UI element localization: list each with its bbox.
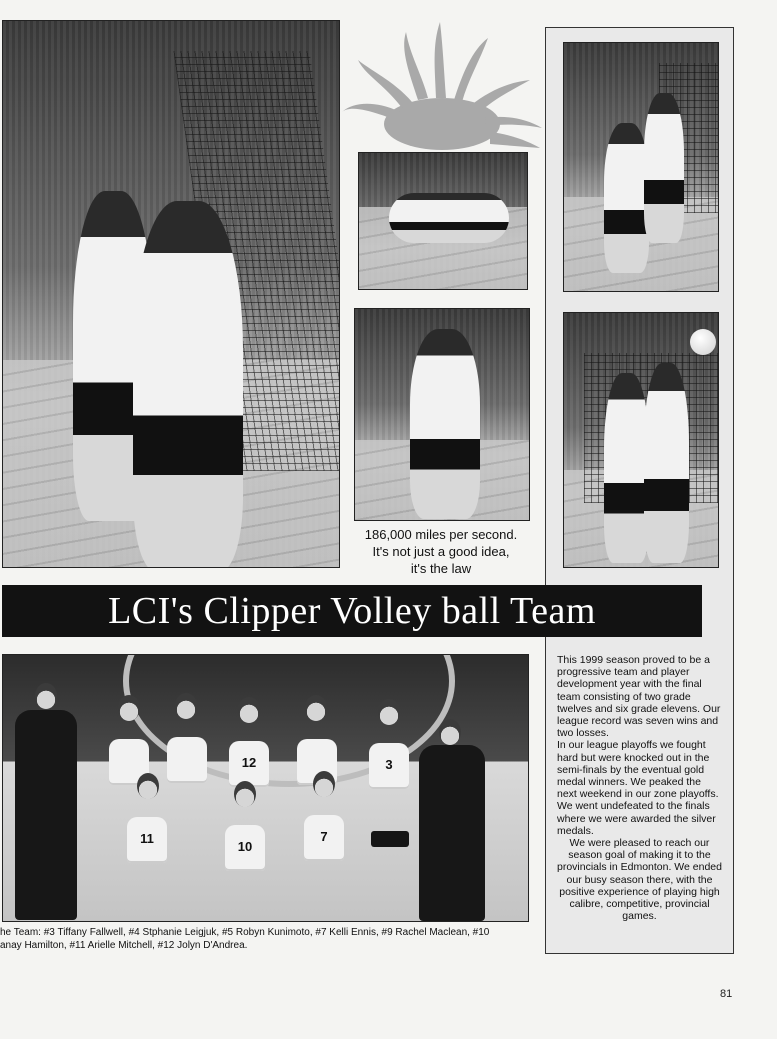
player-figure xyxy=(604,123,649,273)
summary-paragraph: In our league playoffs we fought hard but were knocked out in the semi-finals by the eventual gold medal winners. We peaked the next weekend in our zone playoffs. We went undefeated to the finals where we were awarded the silver medals. xyxy=(557,739,719,837)
jersey-number: 12 xyxy=(241,755,257,770)
player-figure xyxy=(389,193,509,243)
player-figure xyxy=(604,373,649,563)
page-title: LCI's Clipper Volley ball Team xyxy=(108,590,596,632)
player-head xyxy=(238,697,260,723)
coach-figure xyxy=(419,745,485,921)
player-jersey xyxy=(369,743,409,789)
season-summary xyxy=(557,654,722,922)
quote-line: It's not just a good idea, xyxy=(372,544,510,559)
quote-line: it's the law xyxy=(410,561,472,576)
player-head xyxy=(378,699,400,725)
dig-photo xyxy=(358,152,528,290)
player-jersey xyxy=(225,825,265,871)
player-head xyxy=(118,695,140,721)
jersey-number: 10 xyxy=(237,839,253,854)
coach-head xyxy=(35,683,57,709)
player-figure xyxy=(410,329,480,519)
player-head xyxy=(313,771,335,797)
roster-line: he Team: #3 Tiffany Fallwell, #4 Stphanie Leigjuk, #5 Robyn Kunimoto, #7 Kelli Ennis, #9 Rachel Maclean, #10 xyxy=(0,927,490,938)
player-figure xyxy=(644,363,689,563)
player-jersey xyxy=(127,817,167,863)
jersey-number: 7 xyxy=(320,829,328,844)
player-figure xyxy=(644,93,684,243)
coach-head xyxy=(439,719,461,745)
player-jersey xyxy=(229,741,269,787)
player-jersey xyxy=(167,737,207,783)
player-head xyxy=(137,773,159,799)
team-roster-caption xyxy=(0,927,545,952)
summary-paragraph: We were pleased to reach our season goal of making it to the provincials in Edmonton. We ended our busy season there, with the positive experience of playing high calibre, competitive, provincial games. xyxy=(557,837,722,923)
sidebar-top-photo xyxy=(563,42,719,292)
sidebar-bottom-photo xyxy=(563,312,719,568)
player-head xyxy=(234,781,256,807)
jersey-number: 3 xyxy=(385,757,393,772)
main-action-photo xyxy=(2,20,340,568)
team-photo xyxy=(2,654,529,922)
jersey-number: 11 xyxy=(140,831,154,846)
sun-ornament-icon xyxy=(340,20,545,150)
player-jersey xyxy=(304,815,344,861)
summary-paragraph: This 1999 season proved to be a progressive team and player development year with the final team consisting of two grade twelves and six grade elevens. Our league record was seven wins and two losses. xyxy=(557,654,721,740)
volleyball-icon xyxy=(690,329,716,355)
coach-figure xyxy=(15,710,77,920)
page-number: 81 xyxy=(720,988,733,1000)
quote-line: 186,000 miles per second. xyxy=(364,527,518,542)
ready-stance-photo xyxy=(354,308,530,521)
photo-quote-caption xyxy=(350,526,532,577)
player-head xyxy=(175,693,197,719)
roster-line: anay Hamilton, #11 Arielle Mitchell, #12 Jolyn D'Andrea. xyxy=(0,939,248,951)
player-shorts xyxy=(371,831,409,847)
player-figure xyxy=(133,201,243,568)
title-bar xyxy=(2,585,702,637)
player-head xyxy=(305,695,327,721)
